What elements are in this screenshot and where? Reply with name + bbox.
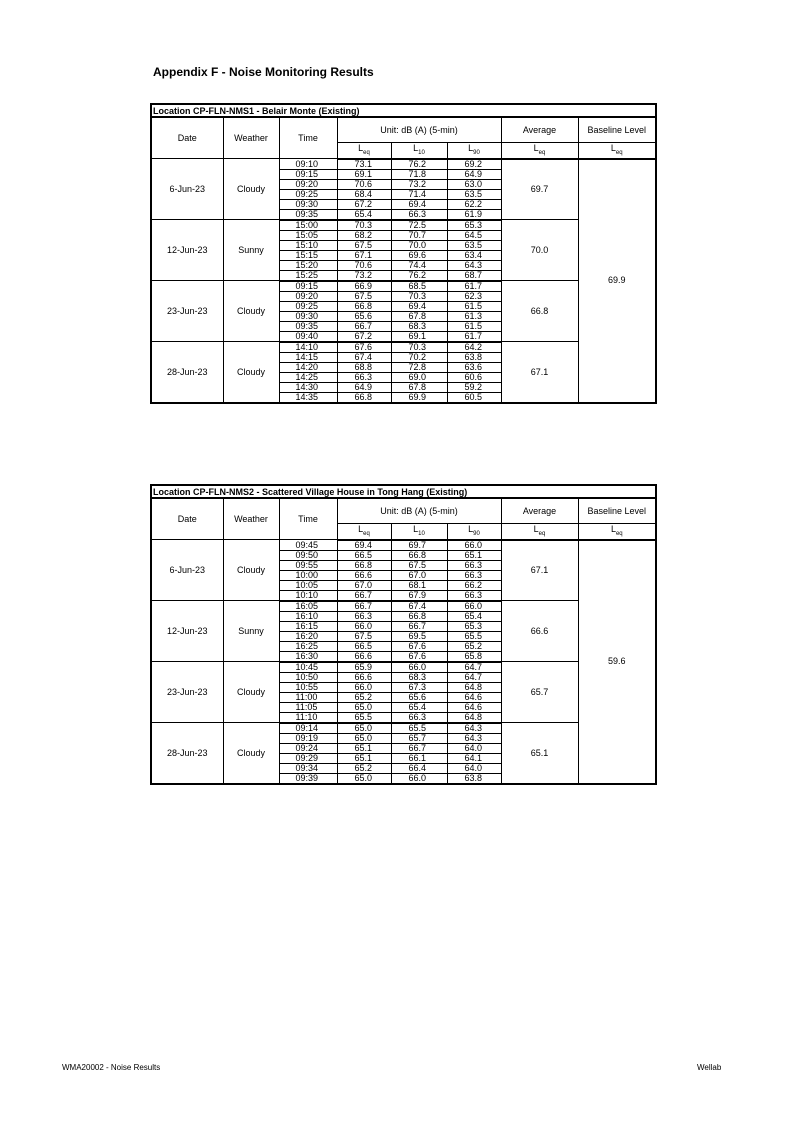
l10-cell: 66.8 [391,550,447,560]
time-cell: 09:20 [279,179,337,189]
l-subscript: 10 [418,530,425,537]
time-cell: 09:30 [279,199,337,209]
header-weather: Weather [223,117,279,159]
time-cell: 15:05 [279,230,337,240]
l90-cell: 64.3 [447,723,501,734]
average-cell: 65.1 [501,723,578,784]
l10-cell: 69.1 [391,331,447,342]
l90-cell: 65.3 [447,621,501,631]
leq-cell: 67.5 [337,240,391,250]
l-subscript: 90 [473,149,480,156]
weather-cell: Cloudy [223,159,279,220]
header-date: Date [151,117,223,159]
time-cell: 11:05 [279,702,337,712]
time-cell: 15:00 [279,220,337,231]
l10-cell: 69.0 [391,372,447,382]
l-symbol: L [533,524,539,534]
l-symbol: L [358,143,364,153]
leq-cell: 65.0 [337,733,391,743]
header-date: Date [151,498,223,540]
time-cell: 14:35 [279,392,337,403]
leq-cell: 65.2 [337,692,391,702]
l-symbol: L [468,524,474,534]
location-title: Location CP-FLN-NMS2 - Scattered Village House in Tong Hang (Existing) [151,485,656,498]
average-cell: 70.0 [501,220,578,281]
l90-cell: 63.8 [447,773,501,784]
l-subscript: 90 [473,530,480,537]
leq-cell: 65.1 [337,753,391,763]
l10-cell: 72.5 [391,220,447,231]
header-time: Time [279,498,337,540]
time-cell: 09:25 [279,189,337,199]
l10-cell: 68.3 [391,672,447,682]
header-l10 [391,524,447,540]
leq-cell: 65.0 [337,723,391,734]
date-cell: 12-Jun-23 [151,220,223,281]
leq-cell: 65.0 [337,702,391,712]
l90-cell: 60.5 [447,392,501,403]
l10-cell: 67.8 [391,382,447,392]
header-baseline: Baseline Level [578,117,656,143]
l10-cell: 69.5 [391,631,447,641]
time-cell: 09:10 [279,159,337,170]
header-baseline: Baseline Level [578,498,656,524]
l10-cell: 70.3 [391,342,447,353]
leq-cell: 66.3 [337,372,391,382]
l90-cell: 65.3 [447,220,501,231]
l10-cell: 66.1 [391,753,447,763]
l10-cell: 71.4 [391,189,447,199]
time-cell: 09:40 [279,331,337,342]
l90-cell: 61.5 [447,301,501,311]
l-subscript: eq [538,530,546,537]
l90-cell: 64.5 [447,230,501,240]
leq-cell: 64.9 [337,382,391,392]
header-l90 [447,143,501,159]
average-cell: 67.1 [501,342,578,403]
l90-cell: 61.7 [447,331,501,342]
time-cell: 09:19 [279,733,337,743]
leq-cell: 66.0 [337,621,391,631]
weather-cell: Cloudy [223,281,279,342]
header-weather: Weather [223,498,279,540]
leq-cell: 66.7 [337,601,391,612]
l10-cell: 66.4 [391,763,447,773]
leq-cell: 65.0 [337,773,391,784]
leq-cell: 67.5 [337,291,391,301]
l90-cell: 64.9 [447,169,501,179]
l10-cell: 67.0 [391,570,447,580]
l10-cell: 67.6 [391,641,447,651]
l90-cell: 61.7 [447,281,501,292]
l-symbol: L [413,143,419,153]
l-subscript: 10 [418,149,425,156]
leq-cell: 66.6 [337,672,391,682]
l90-cell: 65.4 [447,611,501,621]
header-time: Time [279,117,337,159]
l10-cell: 70.3 [391,291,447,301]
l90-cell: 63.0 [447,179,501,189]
location-row [151,485,656,498]
l10-cell: 66.0 [391,662,447,673]
time-cell: 09:15 [279,281,337,292]
leq-cell: 66.0 [337,682,391,692]
header-unit: Unit: dB (A) (5-min) [337,117,501,143]
leq-cell: 70.6 [337,179,391,189]
header-row [151,117,656,143]
l10-cell: 65.7 [391,733,447,743]
time-cell: 15:20 [279,260,337,270]
leq-cell: 66.7 [337,321,391,331]
time-cell: 16:30 [279,651,337,662]
l10-cell: 69.9 [391,392,447,403]
l10-cell: 67.5 [391,560,447,570]
l10-cell: 67.6 [391,651,447,662]
leq-cell: 66.8 [337,392,391,403]
l-symbol: L [610,524,616,534]
date-cell: 28-Jun-23 [151,342,223,403]
l10-cell: 67.9 [391,590,447,601]
leq-cell: 73.2 [337,270,391,281]
leq-cell: 70.3 [337,220,391,231]
table-row [151,540,656,551]
header-leq [337,524,391,540]
weather-cell: Sunny [223,601,279,662]
l90-cell: 66.3 [447,570,501,580]
time-cell: 10:10 [279,590,337,601]
leq-cell: 65.6 [337,311,391,321]
l10-cell: 73.2 [391,179,447,189]
l90-cell: 63.4 [447,250,501,260]
leq-cell: 66.5 [337,550,391,560]
l-symbol: L [413,524,419,534]
l-subscript: eq [363,149,370,156]
leq-cell: 69.4 [337,540,391,551]
l90-cell: 62.2 [447,199,501,209]
leq-cell: 65.1 [337,743,391,753]
time-cell: 15:25 [279,270,337,281]
l90-cell: 64.1 [447,753,501,763]
time-cell: 10:50 [279,672,337,682]
time-cell: 09:30 [279,311,337,321]
leq-cell: 69.1 [337,169,391,179]
time-cell: 16:20 [279,631,337,641]
leq-cell: 66.6 [337,651,391,662]
l10-cell: 68.1 [391,580,447,590]
average-cell: 66.8 [501,281,578,342]
location-row [151,104,656,117]
l90-cell: 66.3 [447,560,501,570]
l90-cell: 61.3 [447,311,501,321]
l90-cell: 64.6 [447,702,501,712]
leq-cell: 67.5 [337,631,391,641]
time-cell: 16:05 [279,601,337,612]
l-subscript: eq [615,149,623,156]
l90-cell: 59.2 [447,382,501,392]
date-cell: 23-Jun-23 [151,662,223,723]
l10-cell: 65.5 [391,723,447,734]
l10-cell: 71.8 [391,169,447,179]
header-average-leq [501,524,578,540]
baseline-cell: 69.9 [578,159,656,403]
noise-table-nms1 [150,103,657,404]
l10-cell: 66.0 [391,773,447,784]
weather-cell: Cloudy [223,342,279,403]
weather-cell: Cloudy [223,662,279,723]
leq-cell: 66.9 [337,281,391,292]
time-cell: 09:39 [279,773,337,784]
l10-cell: 72.8 [391,362,447,372]
average-cell: 67.1 [501,540,578,601]
l90-cell: 64.7 [447,662,501,673]
l90-cell: 68.7 [447,270,501,281]
header-average-leq [501,143,578,159]
weather-cell: Cloudy [223,540,279,601]
l90-cell: 64.0 [447,763,501,773]
l-symbol: L [468,143,474,153]
footer-document-id: WMA20002 - Noise Results [62,1063,161,1072]
header-unit: Unit: dB (A) (5-min) [337,498,501,524]
time-cell: 09:55 [279,560,337,570]
table-row [151,159,656,170]
l10-cell: 66.3 [391,209,447,220]
l10-cell: 68.5 [391,281,447,292]
time-cell: 10:05 [279,580,337,590]
time-cell: 11:10 [279,712,337,723]
leq-cell: 67.6 [337,342,391,353]
l90-cell: 65.2 [447,641,501,651]
l90-cell: 69.2 [447,159,501,170]
leq-cell: 65.4 [337,209,391,220]
l90-cell: 64.8 [447,682,501,692]
header-baseline-leq [578,524,656,540]
average-cell: 69.7 [501,159,578,220]
time-cell: 09:20 [279,291,337,301]
leq-cell: 66.3 [337,611,391,621]
date-cell: 28-Jun-23 [151,723,223,784]
time-cell: 14:30 [279,382,337,392]
time-cell: 10:55 [279,682,337,692]
leq-cell: 65.2 [337,763,391,773]
l90-cell: 66.0 [447,540,501,551]
leq-cell: 73.1 [337,159,391,170]
leq-cell: 66.8 [337,301,391,311]
l-symbol: L [358,524,364,534]
l10-cell: 65.4 [391,702,447,712]
header-l90 [447,524,501,540]
l10-cell: 68.3 [391,321,447,331]
l10-cell: 66.3 [391,712,447,723]
header-average: Average [501,498,578,524]
time-cell: 14:10 [279,342,337,353]
l10-cell: 74.4 [391,260,447,270]
l10-cell: 66.7 [391,621,447,631]
l90-cell: 66.3 [447,590,501,601]
l-symbol: L [533,143,539,153]
l90-cell: 63.5 [447,189,501,199]
l90-cell: 61.5 [447,321,501,331]
l-subscript: eq [538,149,546,156]
noise-table-nms2 [150,484,657,785]
leq-cell: 68.2 [337,230,391,240]
l90-cell: 64.2 [447,342,501,353]
time-cell: 10:45 [279,662,337,673]
l-symbol: L [610,143,616,153]
l10-cell: 76.2 [391,270,447,281]
l90-cell: 61.9 [447,209,501,220]
time-cell: 15:10 [279,240,337,250]
l10-cell: 69.7 [391,540,447,551]
time-cell: 09:50 [279,550,337,560]
date-cell: 6-Jun-23 [151,159,223,220]
l10-cell: 67.8 [391,311,447,321]
time-cell: 16:10 [279,611,337,621]
date-cell: 12-Jun-23 [151,601,223,662]
baseline-cell: 59.6 [578,540,656,784]
l90-cell: 65.8 [447,651,501,662]
l90-cell: 64.3 [447,260,501,270]
l90-cell: 63.6 [447,362,501,372]
l10-cell: 65.6 [391,692,447,702]
l10-cell: 70.0 [391,240,447,250]
l90-cell: 66.2 [447,580,501,590]
time-cell: 09:35 [279,321,337,331]
page-title: Appendix F - Noise Monitoring Results [153,65,374,79]
l10-cell: 76.2 [391,159,447,170]
l10-cell: 67.4 [391,601,447,612]
l10-cell: 66.7 [391,743,447,753]
location-title: Location CP-FLN-NMS1 - Belair Monte (Existing) [151,104,656,117]
l90-cell: 65.5 [447,631,501,641]
l10-cell: 67.3 [391,682,447,692]
time-cell: 09:35 [279,209,337,220]
time-cell: 11:00 [279,692,337,702]
leq-cell: 67.1 [337,250,391,260]
l10-cell: 70.7 [391,230,447,240]
time-cell: 14:20 [279,362,337,372]
header-row [151,498,656,524]
l90-cell: 64.6 [447,692,501,702]
time-cell: 14:25 [279,372,337,382]
l-subscript: eq [363,530,370,537]
date-cell: 23-Jun-23 [151,281,223,342]
l90-cell: 60.6 [447,372,501,382]
weather-cell: Cloudy [223,723,279,784]
time-cell: 09:24 [279,743,337,753]
leq-cell: 66.8 [337,560,391,570]
time-cell: 09:34 [279,763,337,773]
l90-cell: 62.3 [447,291,501,301]
l90-cell: 64.0 [447,743,501,753]
leq-cell: 67.2 [337,199,391,209]
time-cell: 09:45 [279,540,337,551]
time-cell: 16:25 [279,641,337,651]
header-baseline-leq [578,143,656,159]
time-cell: 14:15 [279,352,337,362]
weather-cell: Sunny [223,220,279,281]
l90-cell: 63.5 [447,240,501,250]
l90-cell: 65.1 [447,550,501,560]
l-subscript: eq [615,530,623,537]
leq-cell: 68.4 [337,189,391,199]
l10-cell: 69.6 [391,250,447,260]
l90-cell: 66.0 [447,601,501,612]
time-cell: 10:00 [279,570,337,580]
leq-cell: 65.9 [337,662,391,673]
l90-cell: 64.8 [447,712,501,723]
time-cell: 15:15 [279,250,337,260]
l10-cell: 66.8 [391,611,447,621]
leq-cell: 68.8 [337,362,391,372]
average-cell: 66.6 [501,601,578,662]
leq-cell: 67.2 [337,331,391,342]
l10-cell: 69.4 [391,199,447,209]
leq-cell: 66.7 [337,590,391,601]
leq-cell: 65.5 [337,712,391,723]
time-cell: 09:25 [279,301,337,311]
time-cell: 09:14 [279,723,337,734]
leq-cell: 66.5 [337,641,391,651]
time-cell: 16:15 [279,621,337,631]
leq-cell: 66.6 [337,570,391,580]
time-cell: 09:29 [279,753,337,763]
leq-cell: 67.4 [337,352,391,362]
leq-cell: 67.0 [337,580,391,590]
header-leq [337,143,391,159]
l90-cell: 63.8 [447,352,501,362]
date-cell: 6-Jun-23 [151,540,223,601]
time-cell: 09:15 [279,169,337,179]
header-l10 [391,143,447,159]
l10-cell: 69.4 [391,301,447,311]
header-average: Average [501,117,578,143]
average-cell: 65.7 [501,662,578,723]
leq-cell: 70.6 [337,260,391,270]
l90-cell: 64.7 [447,672,501,682]
footer-company: Wellab [697,1063,722,1072]
l90-cell: 64.3 [447,733,501,743]
l10-cell: 70.2 [391,352,447,362]
